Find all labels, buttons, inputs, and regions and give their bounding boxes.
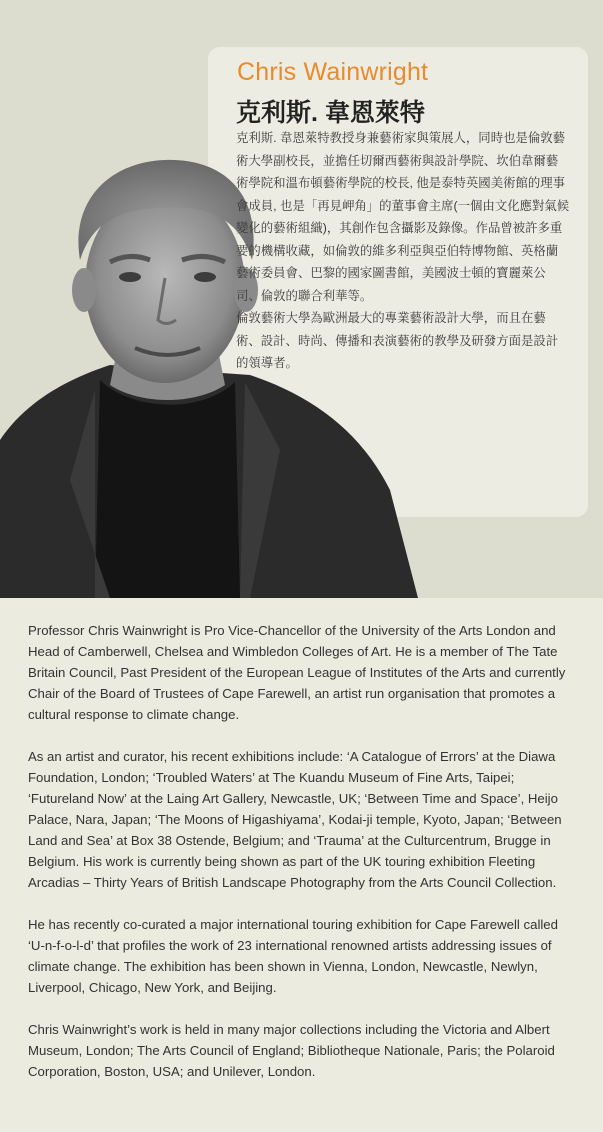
bio-en-paragraph: As an artist and curator, his recent exhibitions include: ‘A Catalogue of Errors’ at the Diawa Foundation, London; ‘Troubled Waters’ at The Kuandu Museum of Fine Arts, Taipei; ‘Futureland Now’ at the Laing Art Gallery, Newcastle, UK; ‘Between Time and Space’, Heijo Palace, Nara, Japan; ‘The Moons of Higashiyama’, Kodai-ji temple, Kyoto, Japan; ‘Between Land and Sea’ at Box 38 Ostende, Belgium; and ‘Trauma’ at the Culturcentrum, Brugge in Belgium. His work is currently being shown as part of the UK touring exhibition Fleeting Arcadias – Thirty Years of British Landscape Photography from the Arts Council Collection. [28, 749, 562, 890]
bio-en-paragraph: He has recently co-curated a major international touring exhibition for Cape Farewell called ‘U-n-f-o-l-d’ that profiles the work of 23 international renowned artists addressing issues of climate change. The exhibition has been shown in Vienna, London, Newcastle, Newlyn, Liverpool, Chicago, New York, and Beijing. [28, 917, 558, 995]
bio-zh-paragraph: 倫敦藝術大學為歐洲最大的專業藝術設計大學，而且在藝術、設計、時尚、傳播和表演藝術的教學及研發方面是設計的領導者。 [236, 311, 559, 370]
name-chinese: 克利斯. 韋恩萊特 [236, 99, 425, 127]
name-english: Chris Wainwright [237, 58, 429, 86]
bio-zh-paragraph: 克利斯. 韋恩萊特教授身兼藝術家與策展人，同時也是倫敦藝術大學副校長，並擔任切爾西藝術與設計學院、坎伯韋爾藝術學院和溫布頓藝術學院的校長, 他是泰特英國美術館的理事會成員, 也是「再見岬角」的董事會主席(一個由文化應對氣候變化的藝術組織)，其創作包含攝影及錄像。作品曾被許多重要的機構收藏，如倫敦的維多利亞與亞伯特博物館、英格蘭藝術委員會、巴黎的國家圖書館，美國波士頓的寶麗萊公司、倫敦的聯合利華等。 [236, 131, 570, 303]
bio-en-paragraph: Professor Chris Wainwright is Pro Vice-Chancellor of the University of the Arts London and Head of Camberwell, Chelsea and Wimbledon Colleges of Art. He is a member of The Tate Britain Council, Past President of the European League of Institutes of the Arts and currently Chair of the Board of Trustees of Cape Farewell, an artist run organisation that promotes a cultural response to climate change. [28, 623, 566, 722]
bio-english [28, 620, 568, 1103]
bio-chinese [236, 127, 570, 375]
bio-en-paragraph: Chris Wainwright’s work is held in many major collections including the Victoria and Albert Museum, London; The Arts Council of England; Bibliotheque Nationale, Paris; the Polaroid Corporation, Boston, USA; and Unilever, London. [28, 1022, 555, 1079]
